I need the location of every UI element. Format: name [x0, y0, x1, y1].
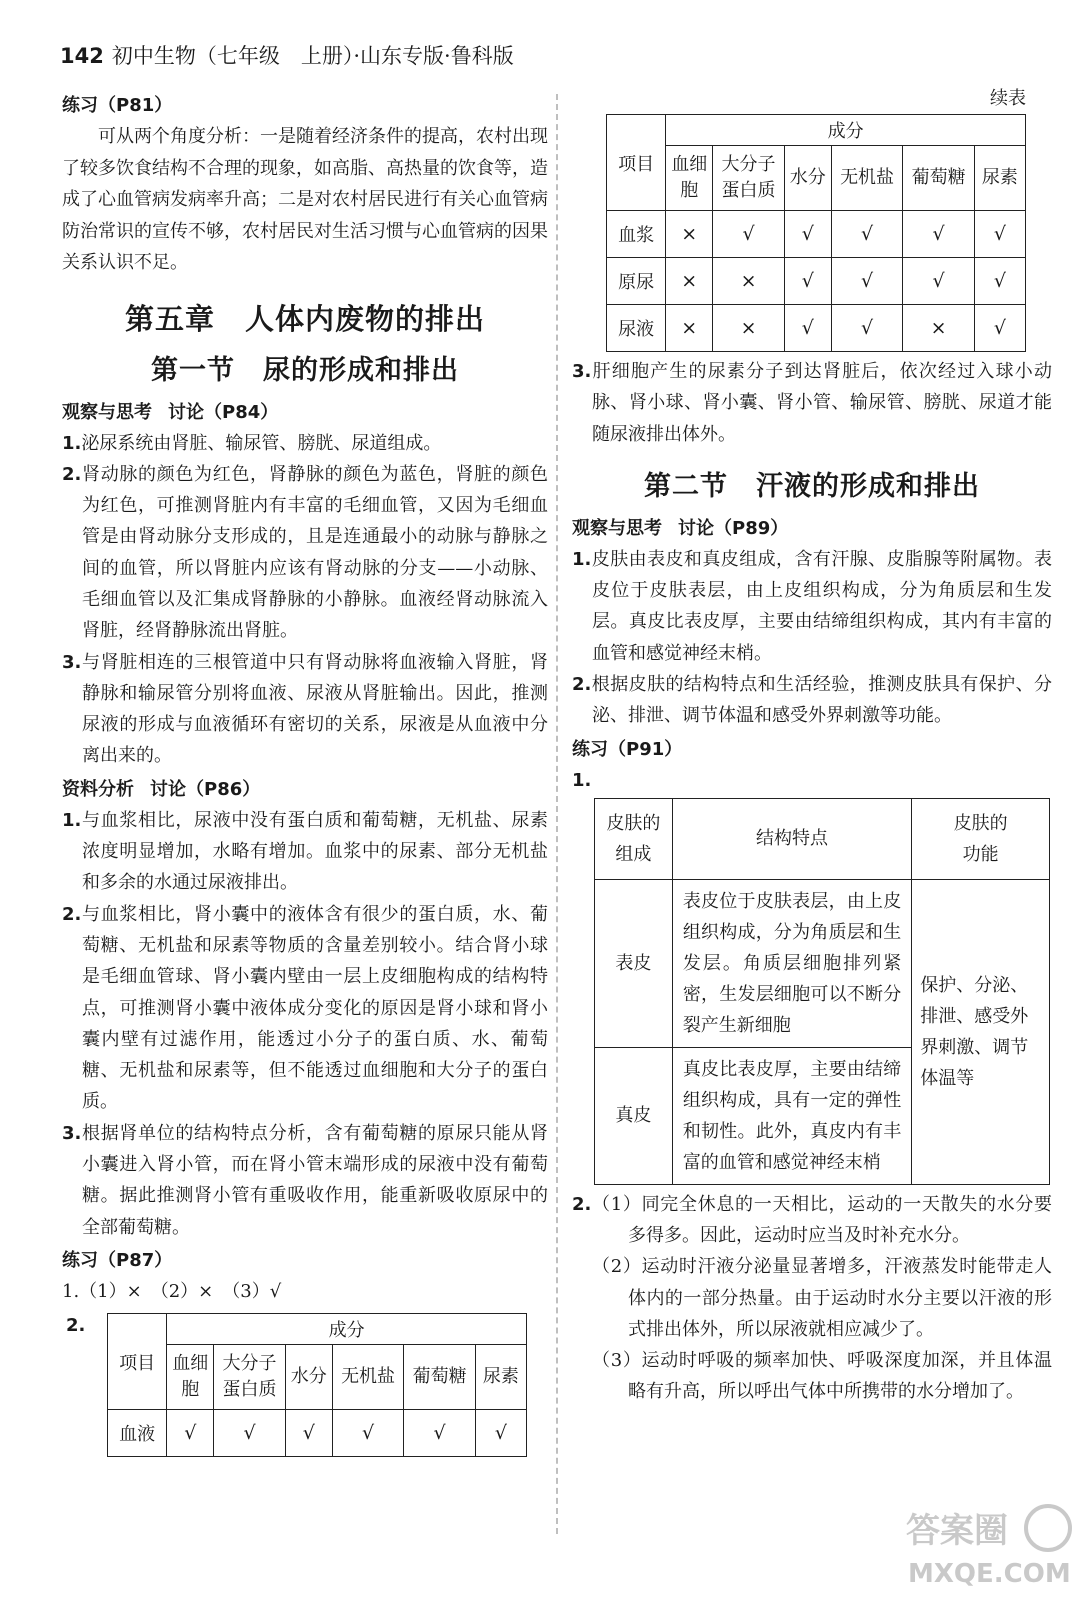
mark-cell: × — [713, 305, 785, 352]
column-header: 尿素 — [974, 146, 1025, 211]
q2-subitem: （3）运动时呼吸的频率加快、呼吸深度加深，并且体温略有升高，所以呼出气体中所携带的水分增加了。 — [592, 1350, 1053, 1403]
discussion-p89-item: 1.皮肤由表皮和真皮组成，含有汗腺、皮脂腺等附属物。表皮位于皮肤表层，由上皮组织构成，分为角质层和生发层。真皮比表皮厚，主要由结缔组织构成，其内有丰富的血管和感觉神经末梢。 — [572, 548, 1052, 664]
watermark-logo — [898, 1500, 1078, 1590]
exercise-p87-answer-1: 1.（1）× （2）× （3）√ — [62, 1280, 282, 1302]
watermark-url: MXQE.COM — [908, 1559, 1071, 1589]
row-label: 尿液 — [607, 305, 666, 352]
mark-cell: √ — [974, 305, 1025, 352]
column-header: 大分子 蛋白质 — [713, 146, 785, 211]
discussion-p86-item: 2.与血浆相比，肾小囊中的液体含有很少的蛋白质，水、葡萄糖、无机盐和尿素等物质的含量差别较小。结合肾小球是毛细血管球、肾小囊内壁由一层上皮细胞构成的结构特点，可推测肾小囊中液体成分变化的原因是肾小球和肾小囊内壁有过滤作用，能透过小分子的蛋白质、水、葡萄糖、无机盐和尿素等，但不能透过血细胞和大分子的蛋白质。 — [62, 903, 548, 1113]
mark-cell: √ — [285, 1410, 332, 1457]
item-header: 项目 — [108, 1314, 167, 1410]
composition-table-blood — [107, 1313, 527, 1457]
mark-cell: √ — [784, 211, 831, 258]
column-divider — [556, 94, 558, 1534]
column-header: 大分子 蛋白质 — [214, 1345, 286, 1410]
column-header: 血细 胞 — [666, 146, 713, 211]
book-title: 初中生物（七年级 上册）·山东专版·鲁科版 — [111, 44, 514, 68]
discussion-p89-answers — [572, 544, 1052, 732]
mark-cell: √ — [903, 258, 975, 305]
column-header: 水分 — [784, 146, 831, 211]
exercise-p87-label: 练习（P87） — [62, 1249, 173, 1271]
composition-table-continued — [606, 114, 1026, 352]
column-header: 皮肤的 组成 — [595, 798, 673, 879]
table-row — [595, 879, 1050, 1047]
mark-cell: √ — [831, 305, 903, 352]
mark-cell: √ — [784, 305, 831, 352]
discussion-p86-item: 3.根据肾单位的结构特点分析，含有葡萄糖的原尿只能从肾小囊进入肾小管，而在肾小管末端形成的尿液中没有葡萄糖。据此推测肾小管有重吸收作用，能重新吸收原尿中的全部葡萄糖。 — [62, 1122, 548, 1238]
left-column — [62, 88, 548, 1457]
mark-cell: × — [666, 258, 713, 305]
column-header: 血细 胞 — [167, 1345, 214, 1410]
continued-table-label: 续表 — [990, 88, 1026, 109]
discussion-p84-item: 2.肾动脉的颜色为红色，肾静脉的颜色为蓝色，肾脏的颜色为红色，可推测肾脏内有丰富的毛细血管，又因为毛细血管是由肾动脉分支形成的，且是连通最小的动脉与静脉之间的血管，所以肾脏内应该有肾动脉的分支——小动脉、毛细血管以及汇集成肾静脉的小静脉。血液经肾动脉流入肾脏，经肾静脉流出肾脏。 — [62, 463, 548, 642]
discussion-p86-item: 1.与血浆相比，尿液中没有蛋白质和葡萄糖，无机盐、尿素浓度明显增加，水略有增加。血浆中的尿素、部分无机盐和多余的水通过尿液排出。 — [62, 809, 548, 894]
column-header: 无机盐 — [831, 146, 903, 211]
row-label: 原尿 — [607, 258, 666, 305]
section-1-title: 第一节 尿的形成和排出 — [151, 354, 459, 386]
mark-cell: √ — [974, 211, 1025, 258]
section-2-title: 第二节 汗液的形成和排出 — [644, 470, 980, 502]
exercise-p87-q2-number: 2. — [66, 1315, 86, 1337]
skin-part: 表皮 — [595, 879, 673, 1047]
column-header: 结构特点 — [672, 798, 911, 879]
exercise-p81-answer: 可从两个角度分析：一是随着经济条件的提高，农村出现了较多饮食结构不合理的现象，如高脂、高热量的饮食等，造成了心血管病发病率升高；二是对农村居民进行有关心血管病防治常识的宣传不够，农村居民对生活习惯与心血管病的因果关系认识不足。 — [62, 126, 548, 273]
mark-cell: × — [666, 305, 713, 352]
discussion-p86-label: 资料分析 讨论（P86） — [62, 778, 261, 800]
skin-part: 真皮 — [595, 1047, 673, 1184]
mark-cell: √ — [831, 211, 903, 258]
discussion-p84-item: 1.泌尿系统由肾脏、输尿管、膀胱、尿道组成。 — [62, 432, 442, 454]
chapter-title: 第五章 人体内废物的排出 — [124, 301, 485, 336]
discussion-p86-answers — [62, 805, 548, 1243]
mark-cell: × — [903, 305, 975, 352]
mark-cell: √ — [784, 258, 831, 305]
mark-cell: √ — [713, 211, 785, 258]
mark-cell: √ — [831, 258, 903, 305]
structure-feature: 表皮位于皮肤表层，由上皮组织构成，分为角质层和生发层。角质层细胞排列紧密，生发层细胞可以不断分裂产生新细胞 — [672, 879, 911, 1047]
table-row — [108, 1410, 527, 1457]
mark-cell: √ — [214, 1410, 286, 1457]
discussion-p84-item: 3.与肾脏相连的三根管道中只有肾动脉将血液输入肾脏，肾静脉和输尿管分别将血液、尿液从肾脏输出。因此，推测尿液的形成与血液循环有密切的关系，尿液是从血液中分离出来的。 — [62, 651, 548, 767]
component-header: 成分 — [167, 1314, 527, 1345]
q2-subitem: 2.（1）同完全休息的一天相比，运动的一天散失的水分要多得多。因此，运动时应当及时补充水分。 — [572, 1193, 1053, 1246]
right-column — [572, 88, 1052, 1408]
exercise-p91-q2 — [572, 1189, 1052, 1408]
discussion-p89-item: 2.根据皮肤的结构特点和生活经验，推测皮肤具有保护、分泌、排泄、调节体温和感受外界刺激等功能。 — [572, 674, 1052, 727]
mark-cell: √ — [404, 1410, 476, 1457]
exercise-p91-q1-number: 1. — [572, 769, 592, 791]
mark-cell: × — [713, 258, 785, 305]
answer-q3: 3.肝细胞产生的尿素分子到达肾脏后，依次经过入球小动脉、肾小球、肾小囊、肾小管、输尿管、膀胱、尿道才能随尿液排出体外。 — [572, 361, 1052, 445]
component-header: 成分 — [666, 115, 1026, 146]
mark-cell: √ — [974, 258, 1025, 305]
discussion-p89-label: 观察与思考 讨论（P89） — [572, 517, 789, 539]
table-row — [607, 211, 1026, 258]
discussion-p84-answers — [62, 428, 548, 772]
skin-structure-table — [594, 798, 1050, 1185]
mark-cell: √ — [475, 1410, 526, 1457]
mark-cell: √ — [903, 211, 975, 258]
exercise-p91-label: 练习（P91） — [572, 738, 683, 760]
column-header: 葡萄糖 — [404, 1345, 476, 1410]
page-number: 142 — [60, 44, 104, 68]
column-header: 尿素 — [475, 1345, 526, 1410]
q2-subitem: （2）运动时汗液分泌量显著增多，汗液蒸发时能带走人体内的一部分热量。由于运动时水分主要以汗液的形式排出体外，所以尿液就相应减少了。 — [592, 1256, 1053, 1340]
column-header: 无机盐 — [332, 1345, 404, 1410]
mark-cell: √ — [332, 1410, 404, 1457]
table-header-row — [595, 798, 1050, 879]
mark-cell: √ — [167, 1410, 214, 1457]
table-row — [607, 258, 1026, 305]
discussion-p84-label: 观察与思考 讨论（P84） — [62, 401, 279, 423]
column-header: 皮肤的 功能 — [912, 798, 1050, 879]
exercise-p81-label: 练习（P81） — [62, 95, 173, 116]
skin-function: 保护、分泌、排泄、感受外界刺激、调节体温等 — [912, 879, 1050, 1184]
structure-feature: 真皮比表皮厚，主要由结缔组织构成，具有一定的弹性和韧性。此外，真皮内有丰富的血管和感觉神经末梢 — [672, 1047, 911, 1184]
mark-cell: × — [666, 211, 713, 258]
row-label: 血浆 — [607, 211, 666, 258]
table-row — [607, 305, 1026, 352]
column-header: 水分 — [285, 1345, 332, 1410]
watermark-circle-icon — [1026, 1506, 1070, 1550]
page-header — [60, 40, 514, 70]
column-header: 葡萄糖 — [903, 146, 975, 211]
row-label: 血液 — [108, 1410, 167, 1457]
watermark-brand: 答案圈 — [906, 1511, 1008, 1551]
item-header: 项目 — [607, 115, 666, 211]
